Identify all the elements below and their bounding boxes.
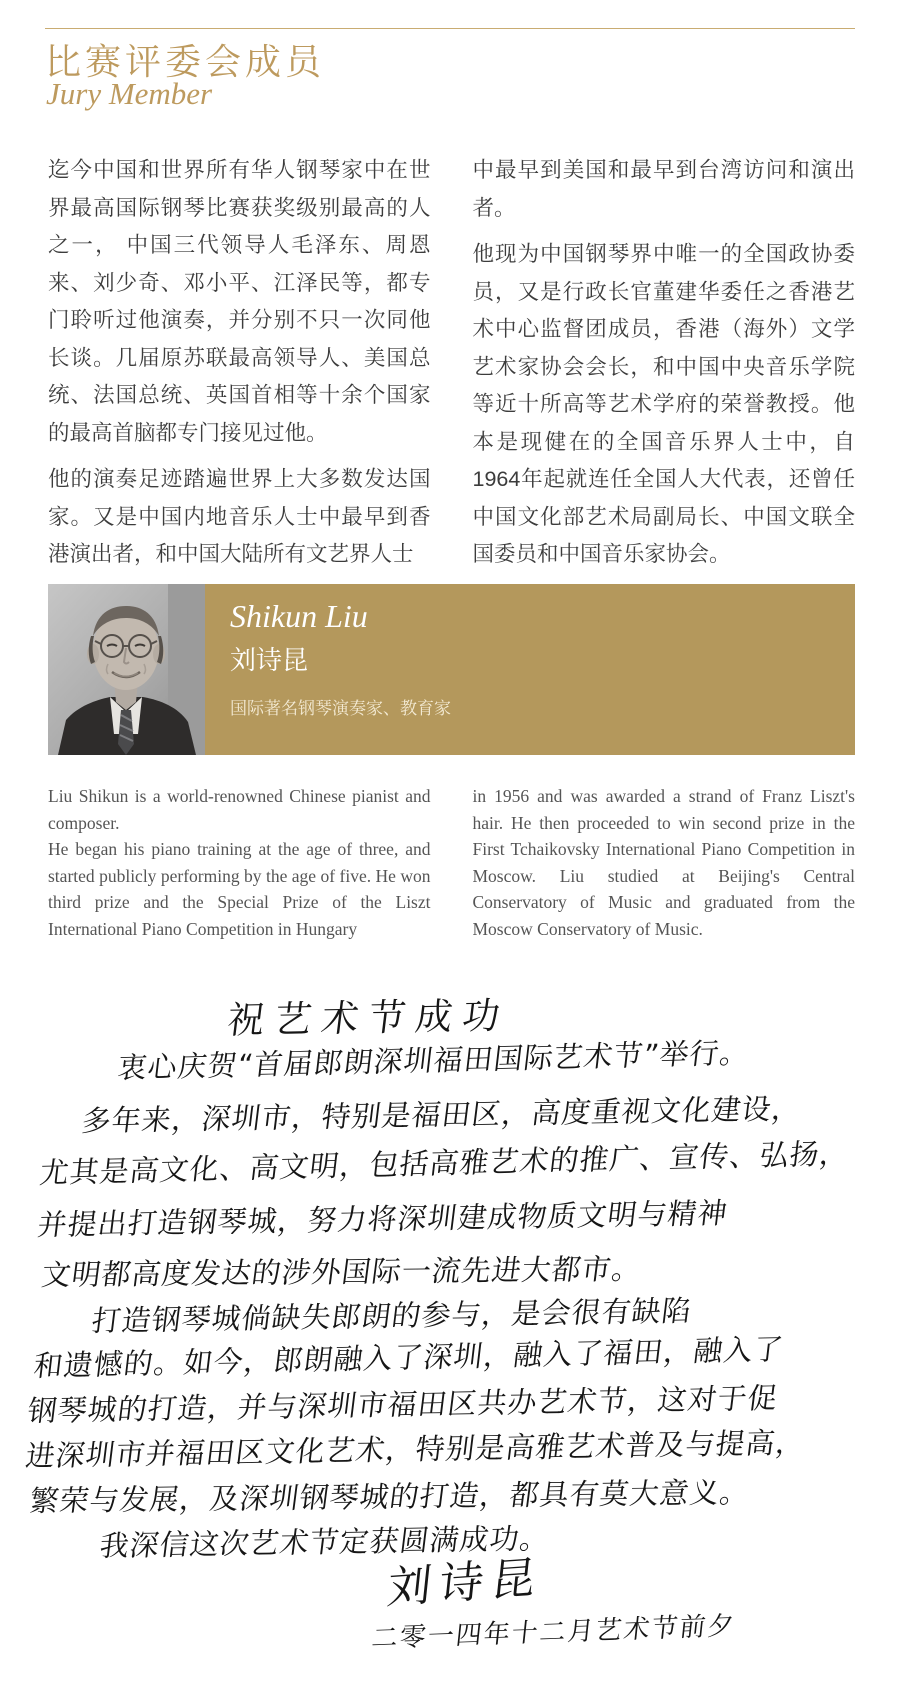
portrait-illustration [48,584,205,755]
chinese-bio-paragraph: 他的演奏足迹踏遍世界上大多数发达国家。又是中国内地音乐人士中最早到香港演出者，和中国大陆所有文艺界人士 [48,467,431,566]
profile-name-cn: 刘诗昆 [230,645,309,675]
english-bio-left-column [48,783,431,942]
english-bio-right-column [473,783,856,942]
letter-line: 并提出打造钢琴城，努力将深圳建成物质文明与精神 [35,1195,730,1243]
letter-line: 衷心庆贺“首届郎朗深圳福田国际艺术节”举行。 [115,1035,752,1086]
chinese-bio-right-column [473,152,856,583]
page-subtitle: Jury Member [46,76,213,111]
profile-role: 国际著名钢琴演奏家、教育家 [230,699,451,718]
letter-title: 祝艺术节成功 [224,994,513,1043]
profile-name-en: Shikun Liu [230,598,368,634]
letter-line: 繁荣与发展，及深圳钢琴城的打造，都具有莫大意义。 [27,1475,752,1519]
english-bio-paragraph: Liu Shikun is a world-renowned Chinese pianist and composer. [48,786,431,833]
profile-banner [48,584,855,755]
page-title: 比赛评委会成员 [45,41,326,82]
letter-line: 进深圳市并福田区文化艺术，特别是高雅艺术普及与提高， [23,1425,808,1474]
chinese-bio-left-column [48,152,431,583]
portrait-photo [48,584,205,755]
chinese-bio-paragraph: 中最早到美国和最早到台湾访问和演出者。 [472,158,855,220]
chinese-bio-paragraph: 他现为中国钢琴界中唯一的全国政协委员，又是行政长官董建华委任之香港艺术中心监督团成员，香港（海外）文学艺术家协会会长，和中国中央音乐学院等近十所高等艺术学府的荣誉教授。他本是现健在的全国音乐界人士中，自1964年起就连任全国人大代表，还曾任中国文化部艺术局副局长、中国文联全国委员和中国音乐家协会。 [472,242,855,566]
letter-line: 钢琴城的打造，并与深圳市福田区共办艺术节，这对于促 [25,1380,780,1429]
english-bio-paragraph: in 1956 and was awarded a strand of Franz Liszt's hair. He then proceeded to win second prize in the First Tchaikovsky International Piano Competition in Moscow. Liu studied at Beijing's Central Conservatory of Music and graduated from the Moscow Conservatory of Music. [472,786,855,939]
top-divider [45,28,855,29]
letter-line: 和遗憾的。如今，郎朗融入了深圳，融入了福田，融入了 [31,1331,786,1384]
chinese-bio-paragraph: 迄今中国和世界所有华人钢琴家中在世界最高国际钢琴比赛获奖级别最高的人之一， 中国三代领导人毛泽东、周恩来、刘少奇、邓小平、江泽民等，都专门聆听过他演奏，并分别不只一次同他长谈。几届原苏联最高领导人、美国总统、法国总统、英国首相等十余个国家的最高首脑都专门接见过他。 [48,158,431,445]
letter-signature: 刘诗昆 [384,1551,546,1615]
english-bio-paragraph: He began his piano training at the age of three, and started publicly performing by the age of five. He won third prize and the Special Prize of the Liszt International Piano Competition in Hungary [48,839,431,939]
letter-line: 打造钢琴城倘缺失郎朗的参与，是会很有缺陷 [89,1293,694,1339]
letter-line: 多年来，深圳市，特别是福田区，高度重视文化建设， [79,1091,804,1139]
letter-date: 二零一四年十二月艺术节前夕 [370,1611,738,1655]
english-bio-section [48,783,855,942]
profile-info [230,596,451,719]
letter-line: 我深信这次艺术节定获圆满成功。 [97,1521,552,1564]
chinese-bio-section [48,152,855,583]
letter-line: 文明都高度发达的涉外国际一流先进大都市。 [39,1251,644,1293]
letter-line: 尤其是高文化、高文明，包括高雅艺术的推广、宣传、弘扬， [37,1136,852,1191]
